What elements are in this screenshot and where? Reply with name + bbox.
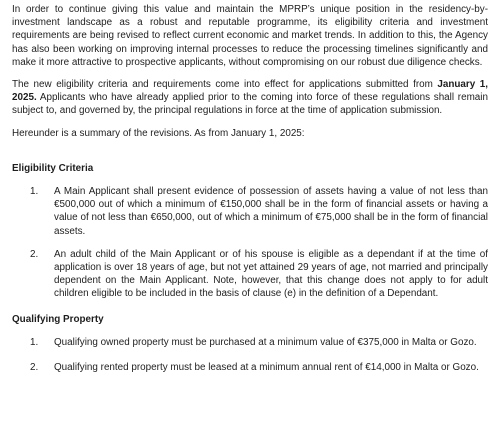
intro-paragraph: In order to continue giving this value and maintain the MPRP’s unique position in the residency-by-investment landscape as a robust and reputable programme, its eligibility criteria and investment requirements are being revised to reflect current economic and market trends. In addition to this, the Agency has also been working on improving internal processes to reduce the processing timelines significantly and make it more attractive to prospective applicants, without compromising on our robust due diligence checks. [12, 4, 488, 68]
qualifying-property-list [12, 336, 488, 374]
list-item [12, 361, 488, 374]
effective-date-text-before: The new eligibility criteria and requirements come into effect for applications submitted from [12, 79, 438, 91]
list-item-number: 2. [30, 362, 39, 374]
effective-date-bold: January 1, 2025. [12, 79, 488, 104]
list-item [12, 185, 488, 238]
list-item-text: Qualifying owned property must be purchased at a minimum value of €375,000 in Malta or Gozo. [54, 336, 477, 348]
list-item-text: A Main Applicant shall present evidence of possession of assets having a value of not less than €500,000 out of which a minimum of €150,000 shall be in the form of financial assets or having a value of not less than €650,000, out of which a minimum of €75,000 shall be in the form of financial assets. [54, 186, 488, 237]
eligibility-heading: Eligibility Criteria [12, 162, 94, 174]
effective-date-paragraph [12, 78, 488, 118]
list-item [12, 248, 488, 301]
effective-date-text-after: Applicants who have already applied prior to the coming into force of these regulations shall remain subject to, and governed by, the principal regulations in force at the time of application submission. [12, 92, 488, 117]
summary-intro-paragraph: Hereunder is a summary of the revisions. As from January 1, 2025: [12, 127, 305, 139]
list-item-text: Qualifying rented property must be leased at a minimum annual rent of €14,000 in Malta or Gozo. [54, 362, 479, 374]
list-item-text: An adult child of the Main Applicant or of his spouse is eligible as a dependant if at the time of application is over 18 years of age, but not yet attained 29 years of age, not married and principally dependent on the Main Applicant. Note, however, that this change does not apply to for adult children eligible to be included in the basis of clause (e) in the definition of a Dependant. [54, 248, 488, 300]
list-item [12, 336, 488, 349]
eligibility-list [12, 185, 488, 301]
list-item-number: 1. [30, 186, 39, 198]
qualifying-property-heading: Qualifying Property [12, 313, 104, 325]
list-item-number: 1. [30, 336, 39, 348]
list-item-number: 2. [30, 248, 39, 260]
